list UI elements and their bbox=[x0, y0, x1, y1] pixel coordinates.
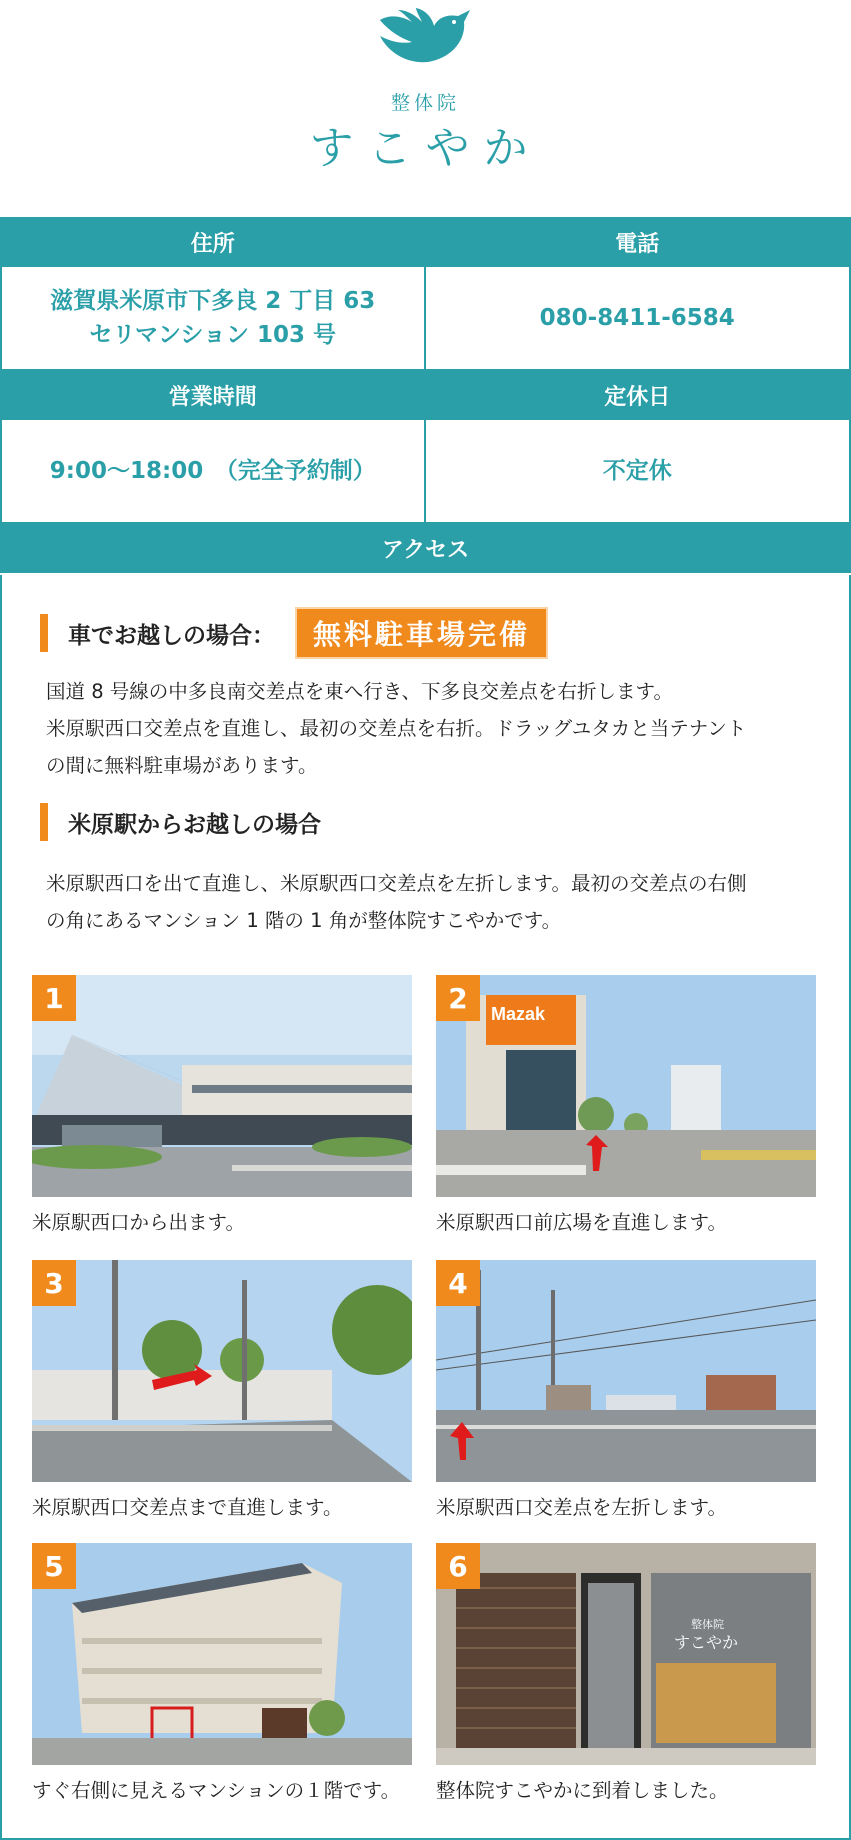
step-photo bbox=[436, 1260, 816, 1482]
step-number: 5 bbox=[32, 1543, 76, 1589]
step-caption: 米原駅西口前広場を直進します。 bbox=[436, 1211, 727, 1234]
route-step-6 bbox=[436, 1543, 816, 1803]
access-section bbox=[0, 575, 851, 1840]
car-text-line: 国道 8 号線の中多良南交差点を東へ行き、下多良交差点を右折します。 bbox=[46, 680, 673, 703]
train-text-line: の角にあるマンション 1 階の 1 角が整体院すこやかです。 bbox=[46, 909, 562, 932]
step-caption: 米原駅西口交差点を左折します。 bbox=[436, 1496, 727, 1519]
address-cell bbox=[2, 267, 426, 370]
step-number: 6 bbox=[436, 1543, 480, 1589]
step-number: 2 bbox=[436, 975, 480, 1021]
closed-header: 定休日 bbox=[426, 370, 850, 420]
step-caption: 整体院すこやかに到着しました。 bbox=[436, 1779, 729, 1802]
clinic-sign-name: すこやか bbox=[674, 1635, 739, 1652]
brand-subtitle: 整体院 bbox=[390, 92, 460, 114]
access-header: アクセス bbox=[2, 523, 849, 573]
apartment-building-photo bbox=[32, 1543, 412, 1765]
hand-bird-logo-icon bbox=[372, 6, 478, 68]
step-photo bbox=[436, 975, 816, 1197]
route-step-3 bbox=[32, 1260, 412, 1520]
address-line2: セリマンション 103 号 bbox=[89, 322, 336, 348]
train-title-text: 米原駅からお越しの場合 bbox=[68, 811, 321, 838]
step-photo bbox=[32, 1543, 412, 1765]
closed-days: 不定休 bbox=[426, 420, 850, 523]
train-access-title bbox=[40, 803, 321, 841]
step-caption: すぐ右側に見えるマンションの１階です。 bbox=[32, 1779, 401, 1802]
mazak-sign: Mazak bbox=[491, 1004, 546, 1024]
step-photo bbox=[32, 1260, 412, 1482]
section-accent-bar bbox=[40, 803, 48, 841]
train-text-line: 米原駅西口を出て直進し、米原駅西口交差点を左折します。最初の交差点の右側 bbox=[46, 872, 747, 895]
route-step-2 bbox=[436, 975, 816, 1235]
car-directions bbox=[46, 673, 826, 784]
step-number: 3 bbox=[32, 1260, 76, 1306]
car-text-line: 米原駅西口交差点を直進し、最初の交差点を右折。ドラッグユタカと当テナント bbox=[46, 717, 747, 740]
route-step-1 bbox=[32, 975, 412, 1235]
phone-header: 電話 bbox=[426, 217, 850, 267]
road-to-intersection-photo bbox=[32, 1260, 412, 1482]
step-caption: 米原駅西口交差点まで直進します。 bbox=[32, 1496, 343, 1519]
station-plaza-photo bbox=[436, 975, 816, 1197]
car-title-text: 車でお越しの場合： bbox=[68, 622, 275, 649]
address-header: 住所 bbox=[2, 217, 426, 267]
business-hours: 9:00〜18:00 （完全予約制） bbox=[2, 420, 426, 523]
hours-header: 営業時間 bbox=[2, 370, 426, 420]
west-exit-intersection-photo bbox=[436, 1260, 816, 1482]
clinic-sign-sub: 整体院 bbox=[691, 1619, 724, 1631]
brand-name: すこやか bbox=[309, 123, 542, 174]
station-west-exit-photo bbox=[32, 975, 412, 1197]
phone-number[interactable]: 080-8411-6584 bbox=[426, 267, 850, 370]
site-header bbox=[0, 0, 851, 217]
step-caption: 米原駅西口から出ます。 bbox=[32, 1211, 245, 1234]
step-number: 4 bbox=[436, 1260, 480, 1306]
car-text-line: の間に無料駐車場があります。 bbox=[46, 754, 318, 777]
step-photo bbox=[32, 975, 412, 1197]
step-number: 1 bbox=[32, 975, 76, 1021]
train-directions bbox=[46, 865, 826, 939]
step-photo bbox=[436, 1543, 816, 1765]
car-access-title bbox=[40, 607, 548, 659]
free-parking-badge: 無料駐車場完備 bbox=[295, 607, 548, 659]
route-step-4 bbox=[436, 1260, 816, 1520]
info-table bbox=[0, 217, 851, 573]
address-line1: 滋賀県米原市下多良 2 丁目 63 bbox=[50, 288, 376, 314]
clinic-entrance-photo bbox=[436, 1543, 816, 1765]
route-step-5 bbox=[32, 1543, 412, 1803]
section-accent-bar bbox=[40, 614, 48, 652]
